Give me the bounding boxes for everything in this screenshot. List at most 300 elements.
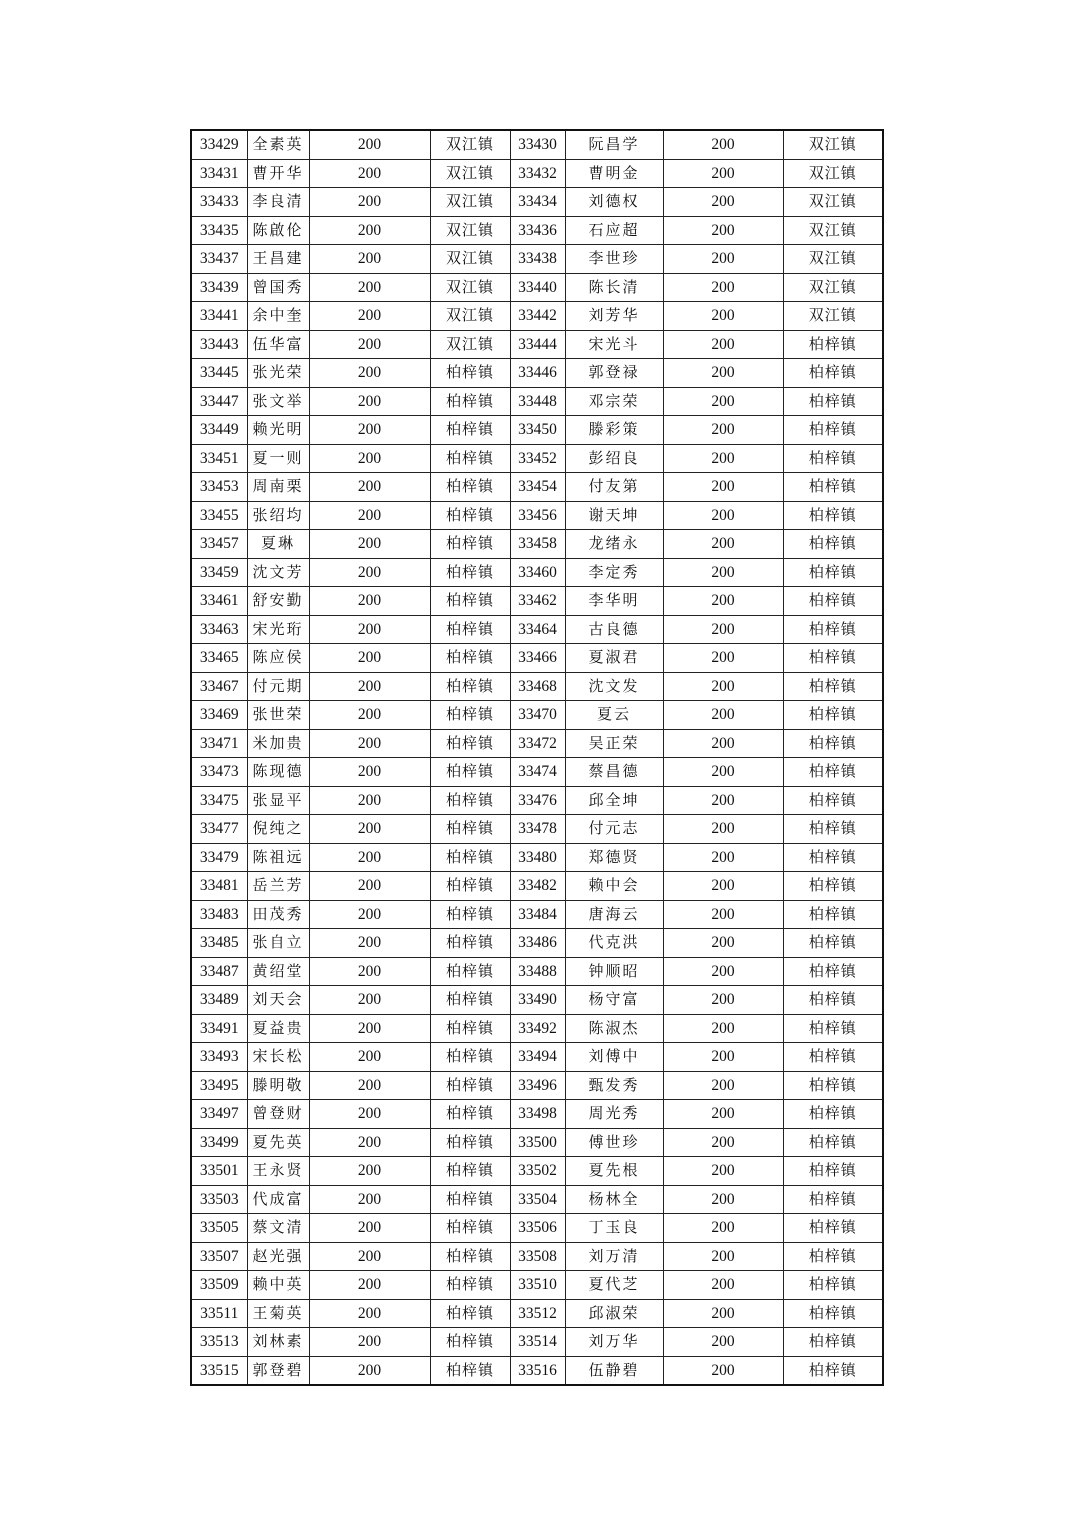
- person-name-cell: 宋光斗: [565, 330, 663, 359]
- amount-cell: 200: [309, 729, 430, 758]
- record-id-cell: 33449: [191, 416, 247, 445]
- subsidy-list-sheet: [190, 129, 882, 1386]
- amount-cell: 200: [663, 558, 783, 587]
- person-name-cell: 夏代芝: [565, 1271, 663, 1300]
- town-name-cell: 柏梓镇: [430, 1185, 510, 1214]
- town-name-cell: 柏梓镇: [783, 672, 883, 701]
- record-id-cell: 33458: [510, 530, 565, 559]
- amount-cell: 200: [309, 416, 430, 445]
- record-id-cell: 33478: [510, 815, 565, 844]
- person-name-cell: 王永贤: [247, 1157, 309, 1186]
- amount-cell: 200: [663, 273, 783, 302]
- person-name-cell: 丁玉良: [565, 1214, 663, 1243]
- record-id-cell: 33436: [510, 216, 565, 245]
- amount-cell: 200: [663, 957, 783, 986]
- record-id-cell: 33514: [510, 1328, 565, 1357]
- record-id-cell: 33483: [191, 900, 247, 929]
- table-row: [191, 473, 883, 502]
- table-row: [191, 359, 883, 388]
- person-name-cell: 陈淑杰: [565, 1014, 663, 1043]
- person-name-cell: 伍华富: [247, 330, 309, 359]
- record-id-cell: 33505: [191, 1214, 247, 1243]
- town-name-cell: 柏梓镇: [430, 957, 510, 986]
- amount-cell: 200: [309, 644, 430, 673]
- person-name-cell: 张自立: [247, 929, 309, 958]
- amount-cell: 200: [663, 1356, 783, 1385]
- record-id-cell: 33494: [510, 1043, 565, 1072]
- amount-cell: 200: [309, 587, 430, 616]
- amount-cell: 200: [663, 986, 783, 1015]
- amount-cell: 200: [309, 1271, 430, 1300]
- record-id-cell: 33459: [191, 558, 247, 587]
- record-id-cell: 33476: [510, 786, 565, 815]
- record-id-cell: 33456: [510, 501, 565, 530]
- record-id-cell: 33488: [510, 957, 565, 986]
- person-name-cell: 岳兰芳: [247, 872, 309, 901]
- person-name-cell: 邱全坤: [565, 786, 663, 815]
- record-id-cell: 33453: [191, 473, 247, 502]
- amount-cell: 200: [309, 130, 430, 159]
- person-name-cell: 夏琳: [247, 530, 309, 559]
- record-id-cell: 33516: [510, 1356, 565, 1385]
- town-name-cell: 柏梓镇: [783, 900, 883, 929]
- town-name-cell: 柏梓镇: [783, 444, 883, 473]
- amount-cell: 200: [309, 1071, 430, 1100]
- amount-cell: 200: [663, 245, 783, 274]
- table-row: [191, 159, 883, 188]
- record-id-cell: 33433: [191, 188, 247, 217]
- town-name-cell: 双江镇: [430, 330, 510, 359]
- person-name-cell: 刘天会: [247, 986, 309, 1015]
- table-row: [191, 929, 883, 958]
- person-name-cell: 周南栗: [247, 473, 309, 502]
- record-id-cell: 33473: [191, 758, 247, 787]
- record-id-cell: 33451: [191, 444, 247, 473]
- person-name-cell: 龙绪永: [565, 530, 663, 559]
- amount-cell: 200: [309, 1128, 430, 1157]
- town-name-cell: 柏梓镇: [783, 701, 883, 730]
- table-row: [191, 245, 883, 274]
- record-id-cell: 33486: [510, 929, 565, 958]
- record-id-cell: 33444: [510, 330, 565, 359]
- table-row: [191, 1100, 883, 1129]
- amount-cell: 200: [309, 815, 430, 844]
- table-row: [191, 501, 883, 530]
- table-row: [191, 1214, 883, 1243]
- person-name-cell: 曹明金: [565, 159, 663, 188]
- amount-cell: 200: [663, 701, 783, 730]
- record-id-cell: 33498: [510, 1100, 565, 1129]
- amount-cell: 200: [309, 615, 430, 644]
- amount-cell: 200: [309, 216, 430, 245]
- person-name-cell: 李定秀: [565, 558, 663, 587]
- person-name-cell: 曹开华: [247, 159, 309, 188]
- person-name-cell: 刘万华: [565, 1328, 663, 1357]
- town-name-cell: 柏梓镇: [783, 416, 883, 445]
- town-name-cell: 柏梓镇: [783, 530, 883, 559]
- person-name-cell: 付元志: [565, 815, 663, 844]
- record-id-cell: 33497: [191, 1100, 247, 1129]
- person-name-cell: 彭绍良: [565, 444, 663, 473]
- person-name-cell: 郑德贤: [565, 843, 663, 872]
- amount-cell: 200: [309, 1100, 430, 1129]
- amount-cell: 200: [309, 473, 430, 502]
- person-name-cell: 张文举: [247, 387, 309, 416]
- town-name-cell: 柏梓镇: [783, 758, 883, 787]
- town-name-cell: 柏梓镇: [783, 815, 883, 844]
- person-name-cell: 伍静碧: [565, 1356, 663, 1385]
- town-name-cell: 柏梓镇: [430, 558, 510, 587]
- person-name-cell: 陈啟伦: [247, 216, 309, 245]
- amount-cell: 200: [663, 1043, 783, 1072]
- person-name-cell: 李世珍: [565, 245, 663, 274]
- person-name-cell: 代成富: [247, 1185, 309, 1214]
- record-id-cell: 33461: [191, 587, 247, 616]
- person-name-cell: 谢天坤: [565, 501, 663, 530]
- record-id-cell: 33504: [510, 1185, 565, 1214]
- town-name-cell: 柏梓镇: [783, 1299, 883, 1328]
- person-name-cell: 赵光强: [247, 1242, 309, 1271]
- record-id-cell: 33441: [191, 302, 247, 331]
- table-row: [191, 1157, 883, 1186]
- table-row: [191, 1328, 883, 1357]
- town-name-cell: 双江镇: [430, 245, 510, 274]
- record-id-cell: 33489: [191, 986, 247, 1015]
- table-row: [191, 130, 883, 159]
- town-name-cell: 柏梓镇: [430, 843, 510, 872]
- table-row: [191, 1185, 883, 1214]
- person-name-cell: 张绍均: [247, 501, 309, 530]
- amount-cell: 200: [309, 929, 430, 958]
- person-name-cell: 夏益贵: [247, 1014, 309, 1043]
- record-id-cell: 33465: [191, 644, 247, 673]
- amount-cell: 200: [309, 159, 430, 188]
- table-row: [191, 1271, 883, 1300]
- person-name-cell: 刘芳华: [565, 302, 663, 331]
- amount-cell: 200: [309, 1214, 430, 1243]
- amount-cell: 200: [309, 188, 430, 217]
- town-name-cell: 柏梓镇: [430, 615, 510, 644]
- town-name-cell: 柏梓镇: [430, 1328, 510, 1357]
- town-name-cell: 柏梓镇: [783, 729, 883, 758]
- amount-cell: 200: [663, 530, 783, 559]
- table-row: [191, 444, 883, 473]
- amount-cell: 200: [309, 986, 430, 1015]
- amount-cell: 200: [309, 1014, 430, 1043]
- town-name-cell: 柏梓镇: [783, 615, 883, 644]
- record-id-cell: 33510: [510, 1271, 565, 1300]
- town-name-cell: 双江镇: [783, 130, 883, 159]
- person-name-cell: 曾登财: [247, 1100, 309, 1129]
- amount-cell: 200: [309, 1242, 430, 1271]
- town-name-cell: 柏梓镇: [430, 815, 510, 844]
- record-id-cell: 33491: [191, 1014, 247, 1043]
- town-name-cell: 双江镇: [430, 159, 510, 188]
- amount-cell: 200: [309, 330, 430, 359]
- town-name-cell: 柏梓镇: [783, 330, 883, 359]
- record-id-cell: 33438: [510, 245, 565, 274]
- person-name-cell: 钟顺昭: [565, 957, 663, 986]
- table-row: [191, 273, 883, 302]
- table-row: [191, 957, 883, 986]
- amount-cell: 200: [663, 444, 783, 473]
- table-row: [191, 1299, 883, 1328]
- table-row: [191, 872, 883, 901]
- person-name-cell: 邱淑荣: [565, 1299, 663, 1328]
- person-name-cell: 陈长清: [565, 273, 663, 302]
- amount-cell: 200: [309, 359, 430, 388]
- amount-cell: 200: [663, 130, 783, 159]
- person-name-cell: 赖中英: [247, 1271, 309, 1300]
- person-name-cell: 夏一则: [247, 444, 309, 473]
- record-id-cell: 33487: [191, 957, 247, 986]
- amount-cell: 200: [309, 558, 430, 587]
- person-name-cell: 夏云: [565, 701, 663, 730]
- person-name-cell: 赖中会: [565, 872, 663, 901]
- table-row: [191, 1071, 883, 1100]
- record-id-cell: 33485: [191, 929, 247, 958]
- town-name-cell: 柏梓镇: [430, 587, 510, 616]
- record-id-cell: 33452: [510, 444, 565, 473]
- person-name-cell: 夏淑君: [565, 644, 663, 673]
- amount-cell: 200: [309, 872, 430, 901]
- amount-cell: 200: [663, 672, 783, 701]
- town-name-cell: 柏梓镇: [783, 1328, 883, 1357]
- amount-cell: 200: [663, 587, 783, 616]
- amount-cell: 200: [663, 1128, 783, 1157]
- town-name-cell: 双江镇: [430, 216, 510, 245]
- record-id-cell: 33447: [191, 387, 247, 416]
- person-name-cell: 刘德权: [565, 188, 663, 217]
- town-name-cell: 柏梓镇: [783, 1128, 883, 1157]
- town-name-cell: 柏梓镇: [783, 1356, 883, 1385]
- record-id-cell: 33455: [191, 501, 247, 530]
- record-id-cell: 33448: [510, 387, 565, 416]
- person-name-cell: 陈祖远: [247, 843, 309, 872]
- person-name-cell: 古良德: [565, 615, 663, 644]
- person-name-cell: 全素英: [247, 130, 309, 159]
- person-name-cell: 刘林素: [247, 1328, 309, 1357]
- amount-cell: 200: [663, 929, 783, 958]
- amount-cell: 200: [309, 1185, 430, 1214]
- amount-cell: 200: [309, 245, 430, 274]
- town-name-cell: 柏梓镇: [430, 1271, 510, 1300]
- amount-cell: 200: [663, 900, 783, 929]
- record-id-cell: 33484: [510, 900, 565, 929]
- person-name-cell: 倪纯之: [247, 815, 309, 844]
- person-name-cell: 滕彩策: [565, 416, 663, 445]
- town-name-cell: 柏梓镇: [783, 359, 883, 388]
- town-name-cell: 双江镇: [430, 188, 510, 217]
- person-name-cell: 宋长松: [247, 1043, 309, 1072]
- table-row: [191, 1014, 883, 1043]
- record-id-cell: 33474: [510, 758, 565, 787]
- record-id-cell: 33479: [191, 843, 247, 872]
- person-name-cell: 杨林全: [565, 1185, 663, 1214]
- town-name-cell: 双江镇: [430, 302, 510, 331]
- person-name-cell: 付友第: [565, 473, 663, 502]
- person-name-cell: 蔡昌德: [565, 758, 663, 787]
- person-name-cell: 滕明敬: [247, 1071, 309, 1100]
- town-name-cell: 柏梓镇: [783, 587, 883, 616]
- amount-cell: 200: [663, 615, 783, 644]
- person-name-cell: 蔡文清: [247, 1214, 309, 1243]
- town-name-cell: 柏梓镇: [430, 387, 510, 416]
- town-name-cell: 柏梓镇: [783, 1100, 883, 1129]
- record-id-cell: 33446: [510, 359, 565, 388]
- amount-cell: 200: [663, 501, 783, 530]
- person-name-cell: 郭登禄: [565, 359, 663, 388]
- record-id-cell: 33450: [510, 416, 565, 445]
- record-id-cell: 33454: [510, 473, 565, 502]
- town-name-cell: 柏梓镇: [430, 786, 510, 815]
- amount-cell: 200: [309, 530, 430, 559]
- person-name-cell: 张世荣: [247, 701, 309, 730]
- town-name-cell: 柏梓镇: [783, 1071, 883, 1100]
- record-id-cell: 33502: [510, 1157, 565, 1186]
- record-id-cell: 33443: [191, 330, 247, 359]
- person-name-cell: 刘傅中: [565, 1043, 663, 1072]
- record-id-cell: 33442: [510, 302, 565, 331]
- subsidy-table: [190, 129, 884, 1386]
- amount-cell: 200: [309, 273, 430, 302]
- table-row: [191, 701, 883, 730]
- town-name-cell: 柏梓镇: [430, 672, 510, 701]
- table-row: [191, 387, 883, 416]
- town-name-cell: 柏梓镇: [430, 1128, 510, 1157]
- record-id-cell: 33467: [191, 672, 247, 701]
- amount-cell: 200: [663, 188, 783, 217]
- amount-cell: 200: [309, 672, 430, 701]
- person-name-cell: 田茂秀: [247, 900, 309, 929]
- town-name-cell: 柏梓镇: [430, 359, 510, 388]
- amount-cell: 200: [309, 758, 430, 787]
- amount-cell: 200: [309, 957, 430, 986]
- amount-cell: 200: [663, 216, 783, 245]
- record-id-cell: 33464: [510, 615, 565, 644]
- record-id-cell: 33470: [510, 701, 565, 730]
- amount-cell: 200: [663, 1100, 783, 1129]
- person-name-cell: 周光秀: [565, 1100, 663, 1129]
- record-id-cell: 33500: [510, 1128, 565, 1157]
- town-name-cell: 柏梓镇: [430, 644, 510, 673]
- amount-cell: 200: [309, 786, 430, 815]
- record-id-cell: 33475: [191, 786, 247, 815]
- table-row: [191, 330, 883, 359]
- record-id-cell: 33457: [191, 530, 247, 559]
- person-name-cell: 陈现德: [247, 758, 309, 787]
- table-row: [191, 558, 883, 587]
- amount-cell: 200: [663, 786, 783, 815]
- town-name-cell: 柏梓镇: [430, 701, 510, 730]
- town-name-cell: 柏梓镇: [783, 501, 883, 530]
- amount-cell: 200: [663, 758, 783, 787]
- amount-cell: 200: [309, 1157, 430, 1186]
- person-name-cell: 王菊英: [247, 1299, 309, 1328]
- amount-cell: 200: [663, 1014, 783, 1043]
- town-name-cell: 柏梓镇: [430, 1071, 510, 1100]
- person-name-cell: 李华明: [565, 587, 663, 616]
- record-id-cell: 33501: [191, 1157, 247, 1186]
- table-row: [191, 615, 883, 644]
- person-name-cell: 唐海云: [565, 900, 663, 929]
- town-name-cell: 柏梓镇: [430, 758, 510, 787]
- amount-cell: 200: [309, 1043, 430, 1072]
- person-name-cell: 李良清: [247, 188, 309, 217]
- town-name-cell: 柏梓镇: [430, 1014, 510, 1043]
- record-id-cell: 33499: [191, 1128, 247, 1157]
- record-id-cell: 33429: [191, 130, 247, 159]
- town-name-cell: 双江镇: [783, 273, 883, 302]
- table-row: [191, 1043, 883, 1072]
- town-name-cell: 柏梓镇: [783, 929, 883, 958]
- amount-cell: 200: [663, 159, 783, 188]
- person-name-cell: 张光荣: [247, 359, 309, 388]
- record-id-cell: 33482: [510, 872, 565, 901]
- amount-cell: 200: [309, 701, 430, 730]
- amount-cell: 200: [663, 644, 783, 673]
- table-row: [191, 302, 883, 331]
- record-id-cell: 33466: [510, 644, 565, 673]
- town-name-cell: 柏梓镇: [783, 473, 883, 502]
- record-id-cell: 33496: [510, 1071, 565, 1100]
- record-id-cell: 33511: [191, 1299, 247, 1328]
- table-row: [191, 815, 883, 844]
- record-id-cell: 33477: [191, 815, 247, 844]
- town-name-cell: 柏梓镇: [430, 473, 510, 502]
- person-name-cell: 刘万清: [565, 1242, 663, 1271]
- person-name-cell: 舒安勤: [247, 587, 309, 616]
- record-id-cell: 33460: [510, 558, 565, 587]
- record-id-cell: 33472: [510, 729, 565, 758]
- amount-cell: 200: [663, 1242, 783, 1271]
- town-name-cell: 柏梓镇: [430, 986, 510, 1015]
- amount-cell: 200: [309, 501, 430, 530]
- record-id-cell: 33492: [510, 1014, 565, 1043]
- record-id-cell: 33468: [510, 672, 565, 701]
- town-name-cell: 柏梓镇: [783, 1242, 883, 1271]
- town-name-cell: 柏梓镇: [430, 872, 510, 901]
- amount-cell: 200: [663, 1071, 783, 1100]
- amount-cell: 200: [663, 1328, 783, 1357]
- town-name-cell: 双江镇: [783, 159, 883, 188]
- record-id-cell: 33506: [510, 1214, 565, 1243]
- person-name-cell: 夏先根: [565, 1157, 663, 1186]
- amount-cell: 200: [309, 302, 430, 331]
- town-name-cell: 柏梓镇: [430, 530, 510, 559]
- town-name-cell: 柏梓镇: [430, 416, 510, 445]
- amount-cell: 200: [663, 729, 783, 758]
- person-name-cell: 付元期: [247, 672, 309, 701]
- table-row: [191, 1128, 883, 1157]
- town-name-cell: 柏梓镇: [430, 1299, 510, 1328]
- person-name-cell: 张显平: [247, 786, 309, 815]
- town-name-cell: 双江镇: [430, 273, 510, 302]
- town-name-cell: 柏梓镇: [430, 1214, 510, 1243]
- person-name-cell: 阮昌学: [565, 130, 663, 159]
- table-row: [191, 644, 883, 673]
- amount-cell: 200: [663, 1185, 783, 1214]
- table-row: [191, 843, 883, 872]
- town-name-cell: 柏梓镇: [783, 644, 883, 673]
- amount-cell: 200: [663, 359, 783, 388]
- town-name-cell: 柏梓镇: [430, 729, 510, 758]
- amount-cell: 200: [663, 1157, 783, 1186]
- amount-cell: 200: [309, 387, 430, 416]
- amount-cell: 200: [663, 1214, 783, 1243]
- town-name-cell: 柏梓镇: [783, 986, 883, 1015]
- town-name-cell: 柏梓镇: [430, 1043, 510, 1072]
